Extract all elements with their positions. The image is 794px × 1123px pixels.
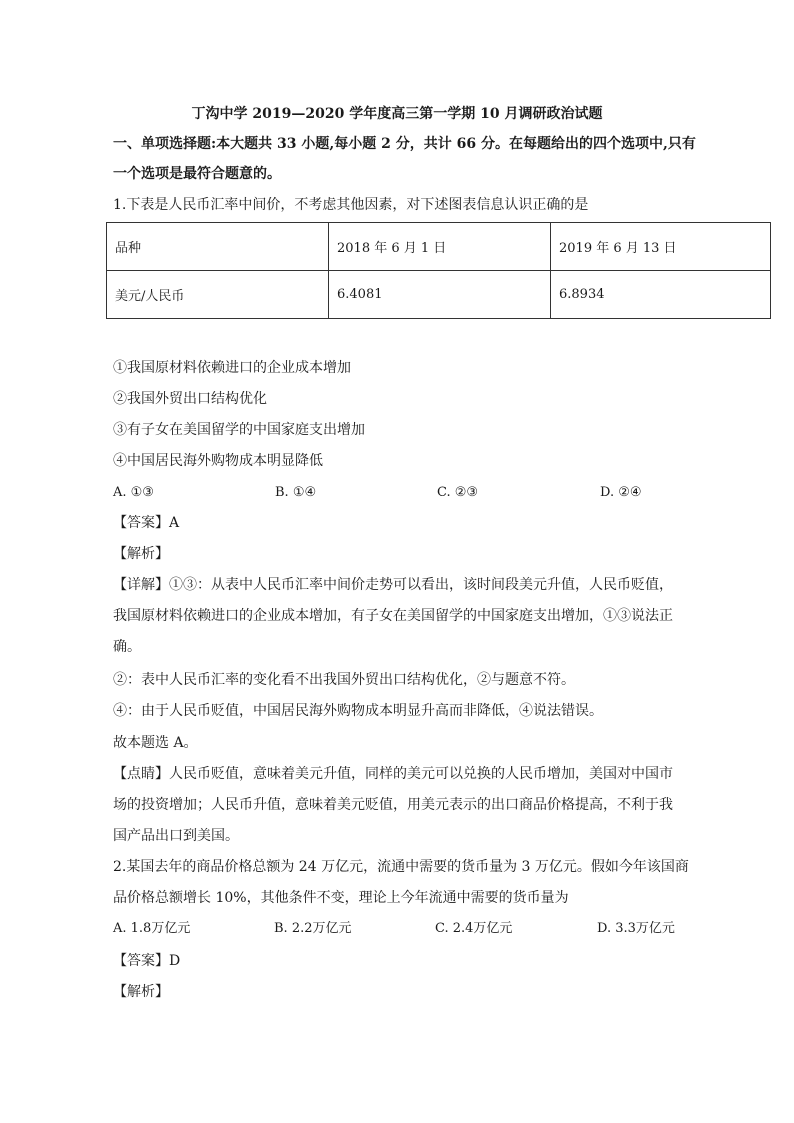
table-header-cell: 品种 [107,223,329,271]
table-cell: 6.8934 [551,271,771,319]
q1-explain-line: ④：由于人民币贬值，中国居民海外购物成本明显升高而非降低，④说法错误。 [113,703,603,719]
table-cell: 美元/人民币 [107,271,329,319]
table-header-cell: 2019 年 6 月 13 日 [551,223,771,271]
q2-stem-line1: 2.某国去年的商品价格总额为 24 万亿元，流通中需要的货币量为 3 万亿元。假如今年该国商 [113,859,689,875]
q1-option-a: A. ①③ [113,485,154,500]
q1-tip-line: 场的投资增加；人民币升值，意味着美元贬值，用美元表示的出口商品价格提高，不利于我 [113,797,673,813]
q1-statement-1: ①我国原材料依赖进口的企业成本增加 [113,360,351,376]
q1-analysis-label: 【解析】 [113,546,169,562]
q1-explain-line: ②：表中人民币汇率的变化看不出我国外贸出口结构优化，②与题意不符。 [113,672,575,688]
section-heading-line1: 一、单项选择题:本大题共 33 小题,每小题 2 分，共计 66 分。在每题给出的四个选项中,只有 [113,136,696,152]
q1-stem: 1.下表是人民币汇率中间价，不考虑其他因素，对下述图表信息认识正确的是 [113,197,589,213]
q1-explain-line: 确。 [113,639,141,655]
q2-analysis-label: 【解析】 [113,984,169,1000]
q1-tip-line: 【点睛】人民币贬值，意味着美元升值，同样的美元可以兑换的人民币增加，美国对中国市 [113,766,673,782]
q1-explain-line: 【详解】①③：从表中人民币汇率中间价走势可以看出，该时间段美元升值，人民币贬值， [113,577,673,593]
q2-option-a: A. 1.8万亿元 [113,921,191,936]
q1-statement-4: ④中国居民海外购物成本明显降低 [113,453,323,469]
q1-statement-2: ②我国外贸出口结构优化 [113,391,267,407]
table-header-cell: 2018 年 6 月 1 日 [329,223,551,271]
q2-option-b: B. 2.2万亿元 [274,921,352,936]
table-header-row [107,223,771,271]
q1-option-c: C. ②③ [437,485,479,500]
q1-option-d: D. ②④ [600,485,642,500]
q1-explain-line: 我国原材料依赖进口的企业成本增加，有子女在美国留学的中国家庭支出增加，①③说法正 [113,608,673,624]
table-row [107,271,771,319]
exchange-rate-table [106,222,771,319]
q1-explain-line: 故本题选 A。 [113,735,198,751]
q1-statement-3: ③有子女在美国留学的中国家庭支出增加 [113,422,365,438]
q1-answer: 【答案】A [113,515,180,531]
q1-option-b: B. ①④ [275,485,317,500]
q2-option-c: C. 2.4万亿元 [435,921,513,936]
q2-option-d: D. 3.3万亿元 [597,921,675,936]
q2-answer: 【答案】D [113,953,181,969]
exam-title: 丁沟中学 2019—2020 学年度高三第一学期 10 月调研政治试题 [191,106,603,122]
table-cell: 6.4081 [329,271,551,319]
section-heading-line2: 一个选项是最符合题意的。 [113,166,281,182]
q1-tip-line: 国产品出口到美国。 [113,828,239,844]
q2-stem-line2: 品价格总额增长 10%，其他条件不变，理论上今年流通中需要的货币量为 [113,890,569,906]
